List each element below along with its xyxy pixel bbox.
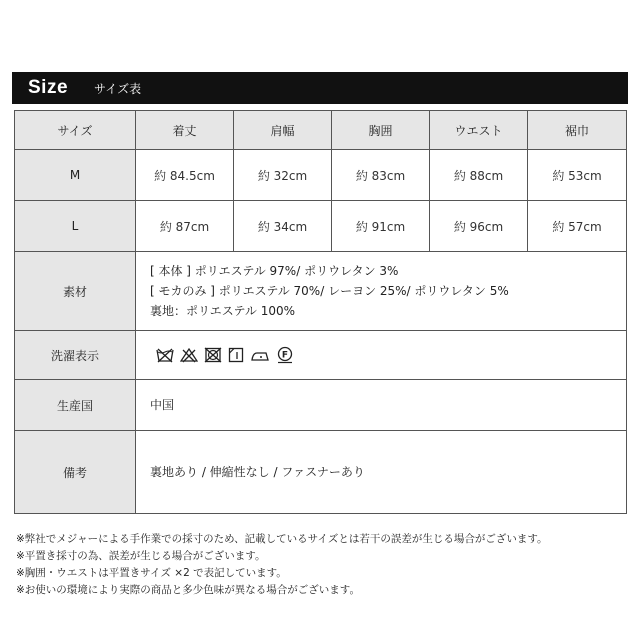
note-line: ※胸囲・ウエストは平置きサイズ ×2 で表記しています。 [16, 567, 287, 579]
header-shoulder: 肩幅 [234, 111, 332, 150]
table-row [15, 201, 627, 252]
origin-row [15, 380, 627, 431]
dry-clean-f-icon [276, 346, 294, 364]
note-line: ※お使いの環境により実際の商品と多少色味が異なる場合がございます。 [16, 584, 360, 596]
table-header-row [15, 111, 627, 150]
header-size: サイズ [15, 111, 136, 150]
size-subtitle: サイズ表 [94, 81, 142, 96]
size-title: Size [28, 77, 69, 98]
header-length: 着丈 [136, 111, 234, 150]
care-icons [136, 331, 627, 380]
table-row [15, 150, 627, 201]
notes [16, 531, 548, 599]
row-size-label: L [15, 201, 136, 252]
no-wash-icon [156, 347, 174, 363]
cell-shoulder: 約 34cm [234, 201, 332, 252]
line-dry-shade-icon [228, 347, 244, 363]
remarks-label: 備考 [15, 431, 136, 514]
dry-clean-letter: F [281, 350, 289, 361]
origin-label: 生産国 [15, 380, 136, 431]
header-hem: 裾巾 [528, 111, 627, 150]
row-size-label: M [15, 150, 136, 201]
material-line: 裏地：ポリエステル 100% [150, 304, 296, 318]
remarks-value: 裏地あり / 伸縮性なし / ファスナーあり [136, 431, 627, 514]
note-line: ※平置き採寸の為、誤差が生じる場合がございます。 [16, 550, 266, 562]
size-table [14, 110, 627, 514]
note-line: ※弊社でメジャーによる手作業での採寸のため、記載しているサイズとは若干の誤差が生じる場合がございます。 [16, 533, 548, 545]
origin-value: 中国 [136, 380, 627, 431]
iron-low-icon [250, 347, 270, 363]
cell-chest: 約 91cm [332, 201, 430, 252]
cell-chest: 約 83cm [332, 150, 430, 201]
material-line: [ モカのみ ] ポリエステル 70%/ レーヨン 25%/ ポリウレタン 5% [150, 284, 509, 298]
header-chest: 胸囲 [332, 111, 430, 150]
cell-hem: 約 57cm [528, 201, 627, 252]
material-label: 素材 [15, 252, 136, 331]
remarks-row [15, 431, 627, 514]
cell-length: 約 84.5cm [136, 150, 234, 201]
material-content [136, 252, 627, 331]
header-waist: ウエスト [430, 111, 528, 150]
cell-waist: 約 88cm [430, 150, 528, 201]
care-label: 洗濯表示 [15, 331, 136, 380]
no-tumble-dry-icon [204, 347, 222, 363]
care-row [15, 331, 627, 380]
material-row [15, 252, 627, 331]
size-header-bar [12, 72, 628, 104]
cell-length: 約 87cm [136, 201, 234, 252]
cell-waist: 約 96cm [430, 201, 528, 252]
material-line: [ 本体 ] ポリエステル 97%/ ポリウレタン 3% [150, 264, 399, 278]
cell-shoulder: 約 32cm [234, 150, 332, 201]
no-bleach-icon [180, 347, 198, 363]
cell-hem: 約 53cm [528, 150, 627, 201]
